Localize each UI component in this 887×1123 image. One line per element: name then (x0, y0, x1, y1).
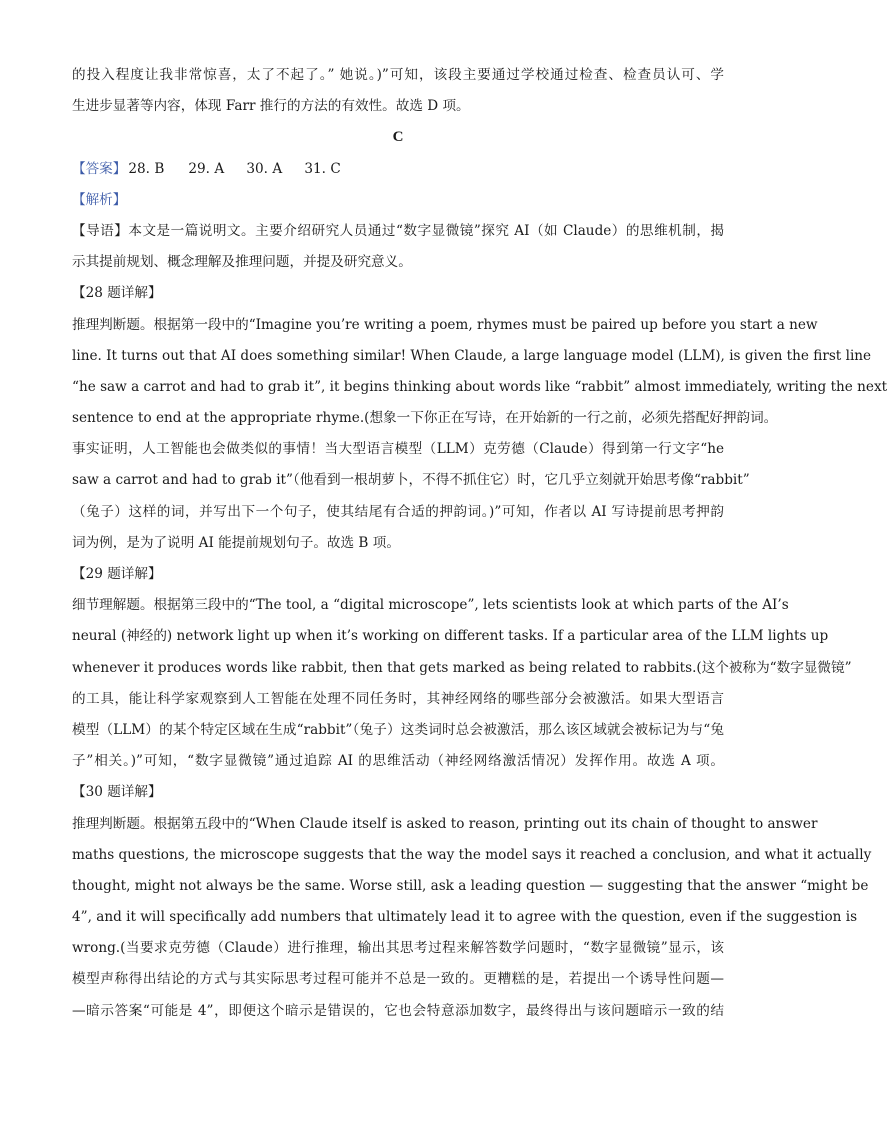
text-line: 事实证明，人工智能也会做类似的事情！当大型语言模型（LLM）克劳德（Claude）得到第一行文字“he (72, 441, 724, 458)
text-line: 生进步显著等内容，体现 Farr 推行的方法的有效性。故选 D 项。 (72, 98, 470, 115)
text-line: 词为例，是为了说明 AI 能提前规划句子。故选 B 项。 (72, 534, 400, 551)
text-line: 的工具，能让科学家观察到人工智能在处理不同任务时，其神经网络的哪些部分会被激活。如果大型语言 (72, 690, 724, 707)
text-line: neural (神经的) network light up when it’s working on different tasks. If a particular area of the LLM lights up (72, 628, 829, 645)
text-line: 推理判断题。根据第五段中的“When Claude itself is asked to reason, printing out its chain of thought to answer (72, 815, 818, 832)
document-page (72, 60, 887, 1027)
text-line: 细节理解题。根据第三段中的“The tool, a “digital microscope”, lets scientists look at which parts of the AI’s (72, 597, 789, 614)
question-heading: 【28 题详解】 (72, 285, 162, 302)
question-heading: 【29 题详解】 (72, 566, 162, 582)
question-heading: 【30 题详解】 (72, 784, 162, 801)
text-line: 的投入程度让我非常惊喜，太了不起了。” 她说。)”可知，该段主要通过学校通过检查、检查员认可、学 (72, 67, 724, 83)
text-line: sentence to end at the appropriate rhyme.(想象一下你正在写诗，在开始新的一行之前，必须先搭配好押韵词。 (72, 410, 778, 427)
answer-item: 30. A (246, 160, 283, 177)
text-line: 推理判断题。根据第一段中的“Imagine you’re writing a poem, rhymes must be paired up before you start a new (72, 316, 818, 333)
text-line: 4”, and it will specifically add numbers that ultimately lead it to agree with the question, even if the suggestion is (72, 909, 858, 926)
text-line: thought, might not always be the same. Worse still, ask a leading question — suggesting that the answer “might be (72, 877, 869, 894)
answer-item: 29. A (188, 160, 225, 177)
guide-label: 【导语】 (72, 222, 129, 239)
section-heading: C (392, 129, 404, 146)
analysis-label: 【解析】 (72, 191, 127, 208)
guide-text: 本文是一篇说明文。主要介绍研究人员通过“数字显微镜”探究 AI（如 Claude）的思维机制，揭 (128, 222, 725, 239)
text-line: line. It turns out that AI does something similar! When Claude, a large language model (LLM), is given the first line (72, 347, 872, 364)
answer-line (72, 154, 724, 185)
answer-label: 【答案】 (72, 160, 127, 177)
text-line: （兔子）这样的词，并写出下一个句子，使其结尾有合适的押韵词。)”可知，作者以 AI 写诗提前思考押韵 (72, 503, 724, 520)
text-line: saw a carrot and had to grab it”（他看到一根胡萝卜，不得不抓住它）时，它几乎立刻就开始思考像“rabbit” (72, 472, 750, 489)
text-line: 子”相关。)”可知，“数字显微镜”通过追踪 AI 的思维活动（神经网络激活情况）发挥作用。故选 A 项。 (72, 753, 724, 770)
text-line: whenever it produces words like rabbit, then that gets marked as being related to rabbits.(这个被称为“数字显微镜” (72, 659, 852, 676)
text-line: 模型声称得出结论的方式与其实际思考过程可能并不总是一致的。更糟糕的是，若提出一个诱导性问题— (72, 971, 724, 988)
answer-item: 28. B (128, 160, 165, 177)
guide-line (72, 216, 724, 247)
text-line: 示其提前规划、概念理解及推理问题，并提及研究意义。 (72, 254, 412, 271)
answer-item: 31. C (304, 160, 341, 177)
analysis-line (72, 185, 724, 216)
text-line: “he saw a carrot and had to grab it”, it begins thinking about words like “rabbit” almost immediately, writing the next (72, 378, 887, 395)
text-line: wrong.(当要求克劳德（Claude）进行推理，输出其思考过程来解答数学问题时，“数字显微镜”显示，该 (72, 940, 724, 957)
text-line: 模型（LLM）的某个特定区域在生成“rabbit”（兔子）这类词时总会被激活，那么该区域就会被标记为与“兔 (72, 721, 724, 738)
text-line: —暗示答案“可能是 4”，即便这个暗示是错误的，它也会特意添加数字，最终得出与该问题暗示一致的结 (72, 1002, 724, 1019)
text-line: maths questions, the microscope suggests that the way the model says it reached a conclusion, and what it actually (72, 846, 872, 863)
